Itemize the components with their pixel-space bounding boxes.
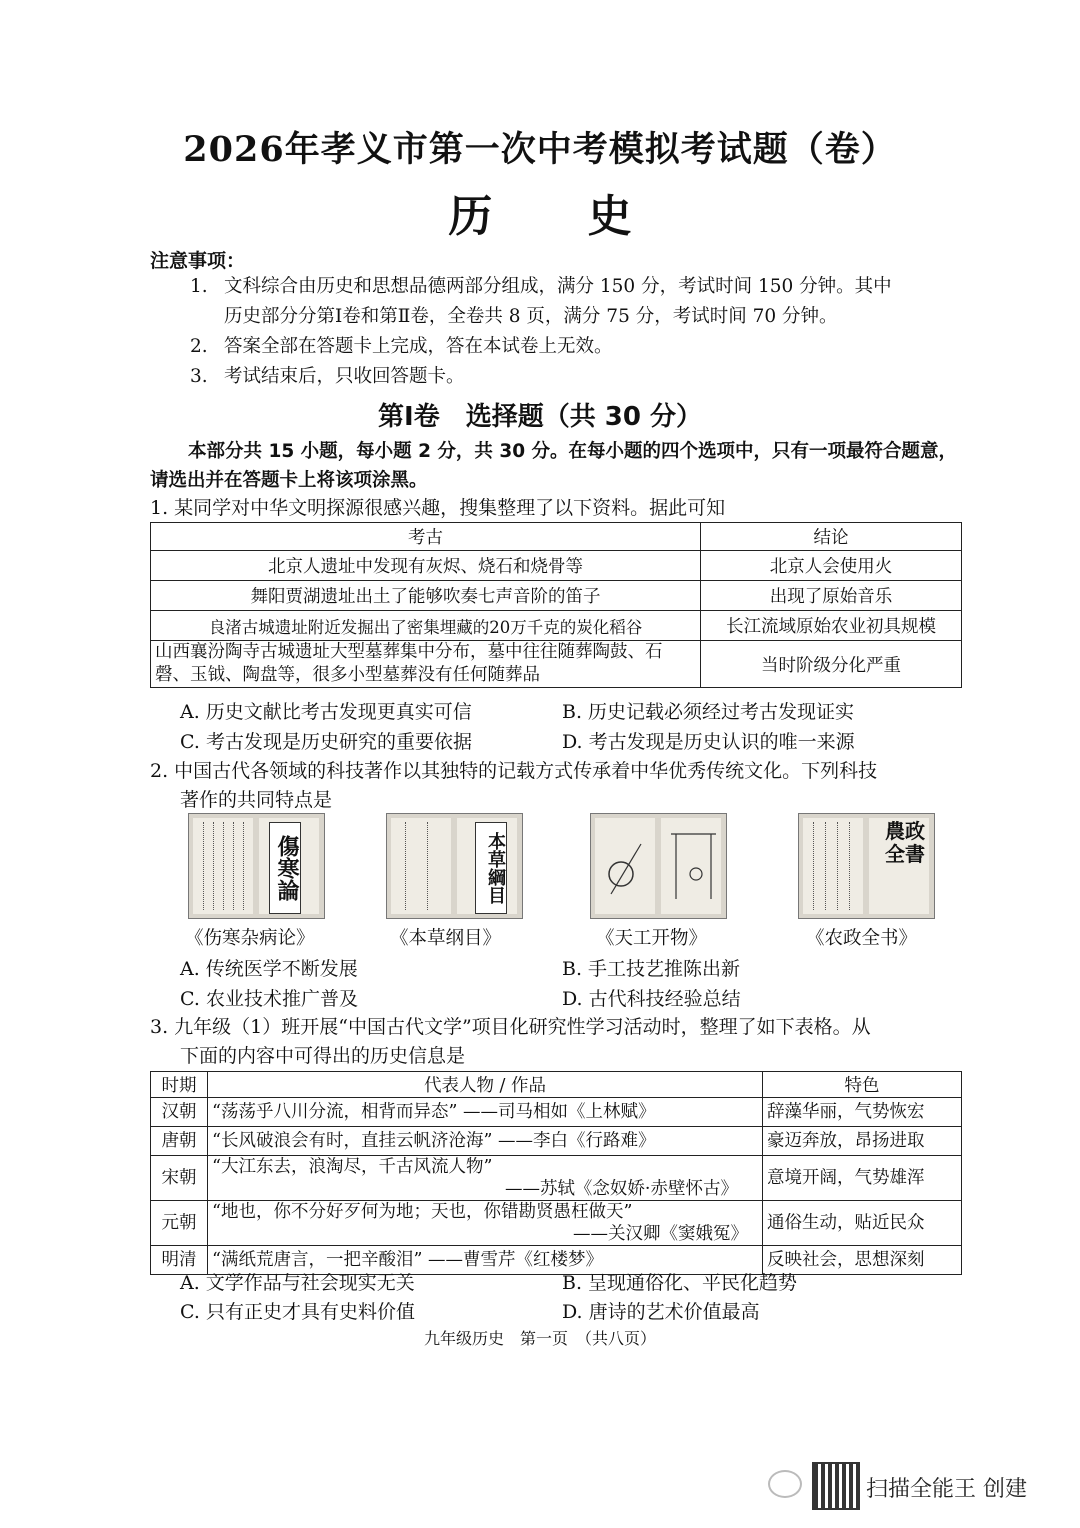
q1-table [150, 522, 962, 688]
caption-tiangong: 《天工开物》 [596, 928, 708, 949]
q1-option-a[interactable]: A. 历史文献比考古发现更真实可信 [180, 701, 472, 723]
page-footer: 九年级历史 第一页 （共八页） [423, 1329, 656, 1348]
book-image-shanghan: 傷寒論 [188, 813, 325, 919]
caption-shanghan: 《伤寒杂病论》 [185, 928, 315, 949]
q1-header-conclusion: 结论 [701, 523, 962, 551]
q1-header-archaeology: 考古 [151, 523, 701, 551]
section-heading: 第Ⅰ卷 选择题（共 30 分） [378, 402, 702, 432]
q3-option-b[interactable]: B. 呈现通俗化、平民化趋势 [562, 1272, 798, 1294]
q2-option-b[interactable]: B. 手工技艺推陈出新 [562, 958, 741, 980]
book-image-nongzheng: 農政全書 [798, 813, 935, 919]
notice-heading: 注意事项： [150, 250, 246, 272]
table-row: 舞阳贾湖遗址出土了能够吹奏七声音阶的笛子 出现了原始音乐 [151, 581, 962, 611]
q3-table [150, 1071, 962, 1275]
table-row: 山西襄汾陶寺古城遗址大型墓葬集中分布，墓中往往随葬陶鼓、石磬、玉钺、陶盘等，很多小型墓葬没有任何随葬品 当时阶级分化严重 [151, 641, 962, 688]
subject-title: 历 史 [448, 191, 672, 242]
book-image-tiangong [590, 813, 727, 919]
caption-bencao: 《本草纲目》 [390, 928, 502, 949]
notice-item-1: 1. 文科综合由历史和思想品德两部分组成，满分 150 分，考试时间 150 分钟。其中 历史部分分第Ⅰ卷和第Ⅱ卷，全卷共 8 页，满分 75 分，考试时间 70 分钟。 [190, 276, 892, 327]
q1-option-b[interactable]: B. 历史记载必须经过考古发现证实 [562, 701, 855, 723]
q2-option-d[interactable]: D. 古代科技经验总结 [562, 988, 741, 1010]
q2-stem: 2. 中国古代各领域的科技著作以其独特的记载方式传承着中华优秀传统文化。下列科技 著作的共同特点是 [150, 760, 878, 811]
q1-stem: 1. 某同学对中华文明探源很感兴趣，搜集整理了以下资料。据此可知 [150, 497, 726, 519]
q3-option-d[interactable]: D. 唐诗的艺术价值最高 [562, 1301, 760, 1323]
table-row: 明清 “满纸荒唐言，一把辛酸泪” ——曹雪芹《红楼梦》 反映社会，思想深刻 [151, 1246, 962, 1275]
notice-item-3: 3. 考试结束后，只收回答题卡。 [190, 366, 465, 387]
exam-title: 2026年孝义市第一次中考模拟考试题（卷） [183, 129, 897, 170]
q3-option-a[interactable]: A. 文学作品与社会现实无关 [180, 1272, 415, 1294]
watermark-text: 扫描全能王 创建 [866, 1477, 1027, 1502]
notice-item-2: 2. 答案全部在答题卡上完成，答在本试卷上无效。 [190, 336, 613, 357]
q3-stem: 3. 九年级（1）班开展“中国古代文学”项目化研究性学习活动时，整理了如下表格。从 下面的内容中可得出的历史信息是 [150, 1016, 871, 1067]
table-row: 元朝 “地也，你不分好歹何为地；天也，你错勘贤愚枉做天” ——关汉卿《窦娥冤》 通俗生动，贴近民众 [151, 1201, 962, 1246]
illustration-icon [591, 814, 726, 918]
qr-code-icon [812, 1462, 860, 1510]
q1-option-c[interactable]: C. 考古发现是历史研究的重要依据 [180, 731, 472, 753]
table-header-row [151, 523, 962, 551]
q2-option-a[interactable]: A. 传统医学不断发展 [180, 958, 358, 980]
q3-option-c[interactable]: C. 只有正史才具有史料价值 [180, 1301, 415, 1323]
table-row: 良渚古城遗址附近发掘出了密集埋藏的20万千克的炭化稻谷 长江流域原始农业初具规模 [151, 611, 962, 641]
table-row: 唐朝 “长风破浪会有时，直挂云帆济沧海” ——李白《行路难》 豪迈奔放，昂扬进取 [151, 1127, 962, 1156]
table-row: 宋朝 “大江东去，浪淘尽，千古风流人物” ——苏轼《念奴娇·赤壁怀古》 意境开阔，气势雄浑 [151, 1156, 962, 1201]
q1-option-d[interactable]: D. 考古发现是历史认识的唯一来源 [562, 731, 855, 753]
wechat-icon [768, 1470, 802, 1498]
table-row: 北京人遗址中发现有灰烬、烧石和烧骨等 北京人会使用火 [151, 551, 962, 581]
table-header-row: 时期 代表人物 / 作品 特色 [151, 1072, 962, 1098]
q2-option-c[interactable]: C. 农业技术推广普及 [180, 988, 358, 1010]
table-row: 汉朝 “荡荡乎八川分流，相背而异态” ——司马相如《上林赋》 辞藻华丽，气势恢宏 [151, 1098, 962, 1127]
section-instruction: 本部分共 15 小题，每小题 2 分，共 30 分。在每小题的四个选项中，只有一项最符合题意，请选出并在答题卡上将该项涂黑。 [150, 441, 958, 491]
caption-nongzheng: 《农政全书》 [806, 928, 918, 949]
book-image-bencao: 本草綱目 [386, 813, 523, 919]
